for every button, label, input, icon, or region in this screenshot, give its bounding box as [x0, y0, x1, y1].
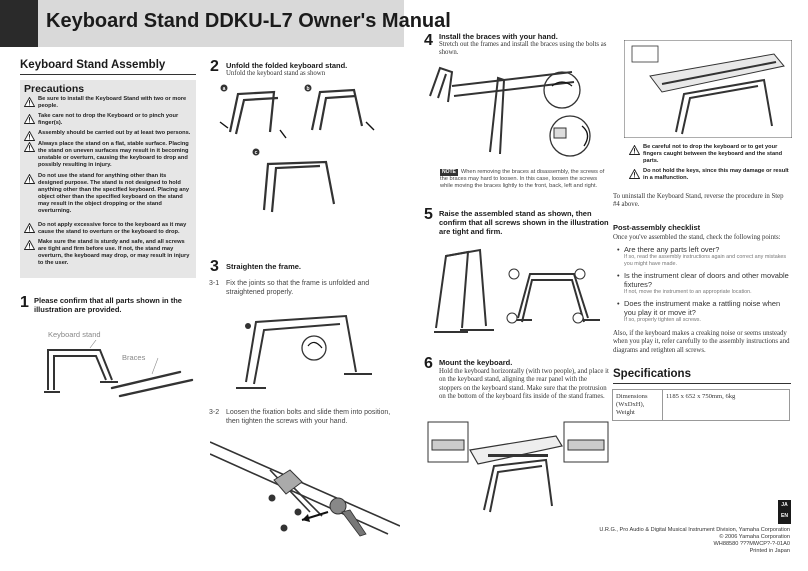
- callout-c: c: [254, 150, 258, 156]
- specifications-title: Specifications: [613, 368, 691, 380]
- warning-icon: [629, 169, 640, 179]
- precaution-text: Take care not to drop the Keyboard or to pinch your finger(s).: [38, 113, 179, 127]
- install-braces-illustration: [422, 62, 608, 162]
- precaution-text: Do not use the stand for anything other than its designed purpose. The stand is not designed to hold anything other than the specified keyboard. Placing any object other than the specified keyboard on the stand may result in the object dropping or the stand overturning.: [38, 173, 190, 215]
- checklist-question: • Are there any parts left over?: [617, 245, 789, 254]
- page-title: Keyboard Stand DDKU-L7 Owner's Manual: [46, 10, 451, 32]
- checklist-question: • Does the instrument make a rattling noise when you play it or move it?: [617, 299, 789, 317]
- table-row: [613, 390, 790, 421]
- substep-3-1-text: Fix the joints so that the frame is unfolded and straightened properly.: [226, 280, 370, 296]
- precaution-text: Make sure the stand is sturdy and safe, and all screws are tight and firm before use. If not, the stand may overturn, the keyboard may drop, or may result in injury to the user.: [38, 239, 190, 267]
- step-4-title: Install the braces with your hand.: [439, 32, 558, 41]
- checklist-answer: If so, properly tighten all screws.: [624, 317, 701, 323]
- label-keyboard-stand: Keyboard stand: [48, 330, 101, 339]
- step-5-number: 5: [424, 206, 433, 223]
- heading-rule: [20, 74, 196, 75]
- parts-illustration: [40, 340, 200, 400]
- spec-rule: [613, 383, 791, 384]
- mount-keyboard-illustration: [426, 416, 612, 516]
- step-6-number: 6: [424, 355, 433, 372]
- warning-icon: [629, 145, 640, 155]
- checklist-intro: Once you've assembled the stand, check the following points:: [613, 234, 781, 241]
- warning-icon: [24, 114, 35, 124]
- step-1-title: Please confirm that all parts shown in the illustration are provided.: [34, 296, 182, 314]
- warning-icon: [24, 142, 35, 152]
- language-ja: JA: [781, 502, 788, 508]
- language-en: EN: [781, 513, 788, 519]
- right-caution-1-text: Be careful not to drop the keyboard or to get your fingers caught between the keyboard and the stand parts.: [643, 144, 783, 165]
- right-caution-2-text: Do not hold the keys, since this may damage or result in a malfunction.: [643, 168, 789, 182]
- footer-division: U.R.G., Pro Audio & Digital Musical Instrument Division, Yamaha Corporation: [599, 527, 790, 533]
- note-badge: NOTE: [442, 169, 456, 175]
- step-3-title: Straighten the frame.: [226, 262, 302, 271]
- checklist: [617, 245, 789, 327]
- step-4-note: [440, 169, 610, 190]
- step-6-title: Mount the keyboard.: [439, 358, 513, 367]
- spec-table: [612, 389, 790, 421]
- straighten-illustration: [226, 302, 386, 397]
- step-2-body: Unfold the keyboard stand as shown: [226, 70, 326, 77]
- footer-printed: Printed in Japan: [749, 548, 790, 554]
- substep-3-2-number: 3-2: [209, 409, 220, 416]
- step-2-title: Unfold the folded keyboard stand.: [226, 61, 348, 70]
- checklist-question: • Is the instrument clear of doors and other movable fixtures?: [617, 271, 789, 289]
- precautions-title: Precautions: [24, 83, 85, 95]
- step-6-body: Hold the keyboard horizontally (with two people), and place it on the keyboard stand, aligning the rear panel with the stoppers on the keyboard stand. Make sure that the protrusion on the bottom of the keyboard fits inside of the stand frames.: [439, 368, 609, 401]
- precaution-text: Do not apply excessive force to the keyboard as it may cause the stand to overturn or the keyboard to drop.: [38, 222, 187, 236]
- footer-code: WH88580 ???MWCP?-?-01A0: [713, 541, 790, 547]
- step-4-note-text: When removing the braces at disassembly, the screws of the braces may hard to loosen. In this case, loosen the screws while moving the braces lightly to the front, back, left and right.: [440, 169, 605, 189]
- uninstall-text: To uninstall the Keyboard Stand, reverse the procedure in Step #4 above.: [613, 193, 784, 209]
- step-3-number: 3: [210, 258, 219, 275]
- title-tab: [0, 0, 38, 47]
- step-2-number: 2: [210, 58, 219, 75]
- checklist-answer: If not, move the instrument to an appropriate location.: [624, 289, 752, 295]
- warning-icon: [24, 223, 35, 233]
- checklist-answer: If so, read the assembly instructions again and correct any mistakes you might have made.: [624, 254, 787, 267]
- raise-stand-illustration: [424, 238, 610, 338]
- substep-3-1-number: 3-1: [209, 280, 220, 287]
- precaution-text: Assembly should be carried out by at least two persons.: [38, 130, 191, 136]
- warning-icon: [24, 131, 35, 141]
- keyboard-on-stand-illustration: [624, 40, 792, 138]
- language-badge: [778, 500, 791, 524]
- spec-label: Dimensions (WxDxH), Weight: [613, 390, 663, 421]
- label-braces: Braces: [122, 353, 146, 362]
- footer-copyright: © 2006 Yamaha Corporation: [719, 534, 790, 540]
- step-4-body: Stretch out the frames and install the braces using the bolts as shown.: [439, 41, 607, 57]
- fixation-bolt-illustration: [210, 440, 400, 560]
- spec-value: 1185 x 652 x 750mm, 6kg: [663, 390, 790, 421]
- step-1-number: 1: [20, 294, 29, 311]
- precaution-text: Be sure to install the Keyboard Stand with two or more people.: [38, 96, 187, 110]
- warning-icon: [24, 174, 35, 184]
- warning-icon: [24, 240, 35, 250]
- checklist-title: Post-assembly checklist: [613, 223, 701, 232]
- assembly-heading: Keyboard Stand Assembly: [20, 59, 166, 71]
- precaution-text: Always place the stand on a flat, stable surface. Placing the stand on uneven surfaces may result in it becoming unstable or overturn, causing the keyboard to drop and possibly resulting in injury.: [38, 141, 189, 169]
- step-5-title: Raise the assembled stand as shown, then confirm that all screws shown in the illustration are tight and firm.: [439, 209, 609, 236]
- warning-icon: [24, 97, 35, 107]
- callout-a: a: [222, 86, 226, 92]
- creaking-text: Also, if the keyboard makes a creaking noise or seems unsteady when you play it, refer carefully to the assembly instructions and diagrams and retighten all screws.: [613, 330, 790, 354]
- callout-b: b: [306, 86, 310, 92]
- substep-3-2-text: Loosen the fixation bolts and slide them into position, then tighten the screws with your hand.: [226, 409, 391, 425]
- step-4-number: 4: [424, 32, 433, 49]
- unfold-illustration: [216, 82, 400, 232]
